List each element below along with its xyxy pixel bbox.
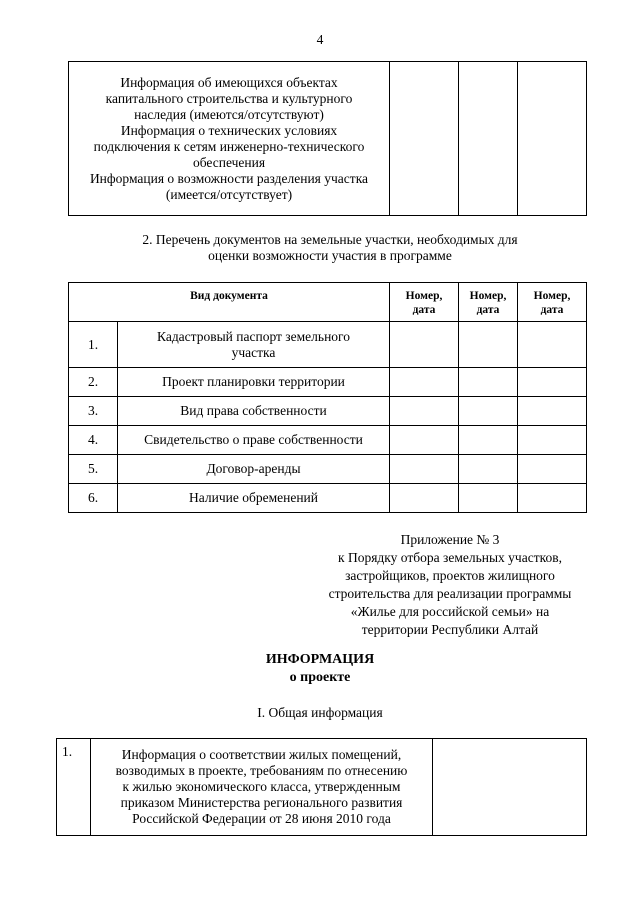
empty-cell <box>459 455 518 484</box>
empty-cell <box>390 426 459 455</box>
info-line: капитального строительства и культурного <box>105 90 353 106</box>
row-document: Свидетельство о праве собственности <box>118 426 390 455</box>
empty-cell <box>518 455 587 484</box>
table-row <box>69 484 587 513</box>
empty-cell <box>390 322 459 368</box>
table-row <box>69 322 587 368</box>
empty-cell <box>518 426 587 455</box>
appendix-line: «Жилье для российской семьи» на <box>350 604 550 619</box>
table-row <box>69 455 587 484</box>
appendix-block <box>300 531 600 639</box>
section2-title <box>60 232 600 264</box>
info-heading <box>0 651 640 687</box>
appendix-line: Приложение № 3 <box>400 532 500 547</box>
empty-cell <box>433 739 587 836</box>
row-document: Вид права собственности <box>118 397 390 426</box>
table-row <box>69 397 587 426</box>
info-line: подключения к сетям инженерно-технического <box>93 138 365 154</box>
empty-cell <box>518 397 587 426</box>
documents-header-row <box>69 283 587 322</box>
info-line: Информация об имеющихся объектах <box>120 74 338 90</box>
empty-cell <box>390 397 459 426</box>
row-number: 3. <box>69 397 118 426</box>
header-number-date: Номер, дата <box>459 283 518 322</box>
row-document: Кадастровый паспорт земельного участка <box>118 322 390 368</box>
empty-cell <box>390 62 459 216</box>
row-number: 2. <box>69 368 118 397</box>
row-document: Наличие обременений <box>118 484 390 513</box>
empty-cell <box>390 484 459 513</box>
row-document: Проект планировки территории <box>118 368 390 397</box>
info-subtitle: о проекте <box>289 670 351 685</box>
empty-cell <box>518 484 587 513</box>
documents-table <box>68 282 587 513</box>
empty-cell <box>518 368 587 397</box>
info-line: обеспечения <box>192 154 266 170</box>
info-title: ИНФОРМАЦИЯ <box>265 652 375 667</box>
empty-cell <box>390 368 459 397</box>
info-line: Информация о технических условиях <box>120 122 338 138</box>
header-number-date: Номер, дата <box>518 283 587 322</box>
table-row <box>57 739 587 836</box>
appendix-line: территории Республики Алтай <box>361 622 539 637</box>
section2-title-line: 2. Перечень документов на земельные участки, необходимых для <box>142 232 518 247</box>
row-number: 5. <box>69 455 118 484</box>
general-info-table <box>56 738 587 836</box>
appendix-line: застройщиков, проектов жилищного <box>345 568 555 583</box>
info-line: наследия (имеются/отсутствуют) <box>134 106 324 122</box>
page-number: 4 <box>316 32 324 47</box>
row-text: Информация о соответствии жилых помещений, возводимых в проекте, требованиям по отнесению к жилью экономического класса, утвержденным приказом Министерства регионального развития Российской Федерации от 28 июня 2010 года <box>91 739 433 836</box>
info-line: Информация о возможности разделения участка <box>89 170 369 186</box>
row-number: 6. <box>69 484 118 513</box>
row-document: Договор-аренды <box>118 455 390 484</box>
empty-cell <box>518 322 587 368</box>
table-row <box>69 426 587 455</box>
empty-cell <box>518 62 587 216</box>
empty-cell <box>459 484 518 513</box>
appendix-line: к Порядку отбора земельных участков, <box>338 550 562 565</box>
appendix-line: строительства для реализации программы <box>328 586 572 601</box>
row-number: 4. <box>69 426 118 455</box>
header-doc-type: Вид документа <box>69 283 390 322</box>
empty-cell <box>459 397 518 426</box>
info-line: (имеется/отсутствует) <box>165 186 293 202</box>
empty-cell <box>459 322 518 368</box>
table-row <box>69 368 587 397</box>
top-info-cell <box>69 62 390 216</box>
row-number: 1. <box>57 739 91 836</box>
header-number-date: Номер, дата <box>390 283 459 322</box>
empty-cell <box>390 455 459 484</box>
section2-title-line: оценки возможности участия в программе <box>208 248 452 263</box>
empty-cell <box>459 426 518 455</box>
empty-cell <box>459 368 518 397</box>
top-info-table <box>68 61 587 216</box>
section1-title: I. Общая информация <box>257 705 383 720</box>
row-number: 1. <box>69 322 118 368</box>
empty-cell <box>459 62 518 216</box>
